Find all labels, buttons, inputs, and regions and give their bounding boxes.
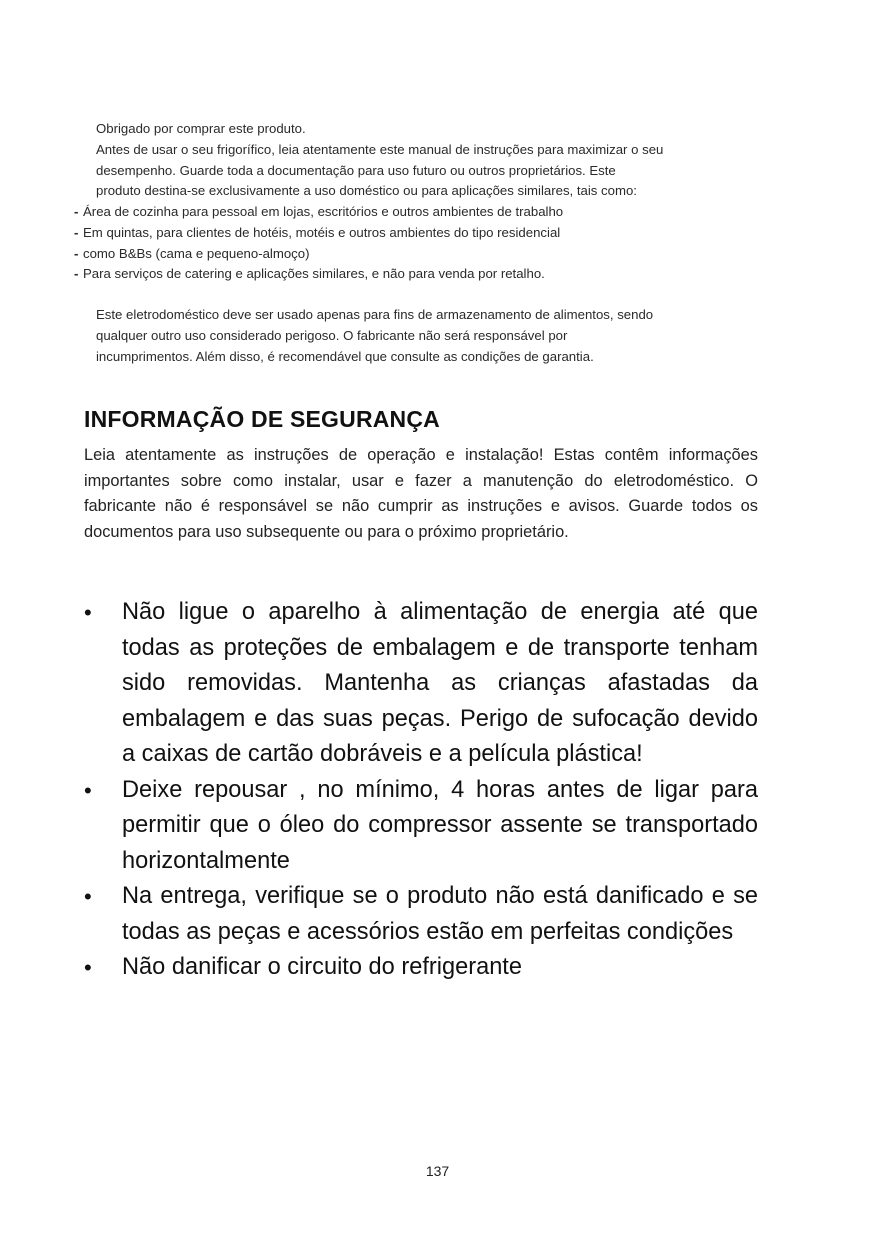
bullet-icon: •: [84, 884, 92, 909]
safety-bullet-list: [84, 595, 758, 986]
bullet-icon: •: [84, 600, 92, 625]
safety-section-title: INFORMAÇÃO DE SEGURANÇA: [84, 406, 440, 432]
notice-line: Este eletrodoméstico deve ser usado apenas para fins de armazenamento de alimentos, sendo: [96, 307, 654, 322]
bullet-text: Não ligue o aparelho à alimentação de energia até que todas as proteções de embalagem e de transporte tenham sido removidas. Mantenha as crianças afastadas da embalagem e das suas peças. Perigo de sufocação devido a caixas de cartão dobráveis e a película plástica!: [122, 599, 758, 767]
bullet-text: Na entrega, verifique se o produto não está danificado e se todas as peças e acessórios estão em perfeitas condições: [122, 883, 758, 945]
list-item-text: Para serviços de catering e aplicações similares, e não para venda por retalho.: [83, 266, 545, 282]
list-item-text: Área de cozinha para pessoal em lojas, escritórios e outros ambientes de trabalho: [83, 204, 564, 219]
list-item: [84, 595, 758, 773]
dash-icon: -: [74, 245, 79, 261]
page-number: 137: [425, 1163, 450, 1179]
list-item-text: como B&Bs (cama e pequeno-almoço): [83, 245, 310, 261]
bullet-text: Deixe repousar , no mínimo, 4 horas antes de ligar para permitir que o óleo do compressor assente se transportado horizontalmente: [122, 776, 758, 874]
intro-line: Antes de usar o seu frigorífico, leia atentamente este manual de instruções para maximizar o seu: [96, 141, 664, 157]
list-item: [84, 950, 758, 986]
notice-line: incumprimentos. Além disso, é recomendável que consulte as condições de garantia.: [96, 348, 594, 364]
list-item-text: Em quintas, para clientes de hotéis, motéis e outros ambientes do tipo residencial: [83, 224, 561, 240]
storage-notice: [96, 305, 756, 367]
dash-icon: -: [74, 224, 79, 240]
safety-section-body: Leia atentamente as instruções de operação e instalação! Estas contêm informações importantes sobre como instalar, usar e fazer a manutenção do eletrodoméstico. O fabricante não é responsável se não cumprir as instruções e avisos. Guarde todos os documentos para uso subsequente ou para o próximo proprietário.: [84, 446, 758, 541]
intro-line: desempenho. Guarde toda a documentação para uso futuro ou outros proprietários. Este: [96, 162, 616, 178]
list-item: [84, 879, 758, 950]
list-item: [74, 223, 754, 244]
list-item: [84, 773, 758, 880]
bullet-icon: •: [84, 955, 92, 980]
notice-line: qualquer outro uso considerado perigoso. O fabricante não será responsável por: [96, 327, 568, 343]
dash-icon: -: [74, 204, 79, 219]
bullet-text: Não danificar o circuito do refrigerante: [122, 954, 522, 980]
intro-line: produto destina-se exclusivamente a uso doméstico ou para aplicações similares, tais como:: [96, 183, 637, 199]
list-item: [74, 244, 754, 265]
bullet-icon: •: [84, 777, 92, 803]
intro-paragraph: [96, 119, 756, 202]
list-item: [74, 202, 754, 223]
list-item: [74, 264, 754, 285]
usage-list: [74, 202, 754, 285]
intro-line: Obrigado por comprar este produto.: [96, 121, 306, 136]
dash-icon: -: [74, 266, 79, 282]
